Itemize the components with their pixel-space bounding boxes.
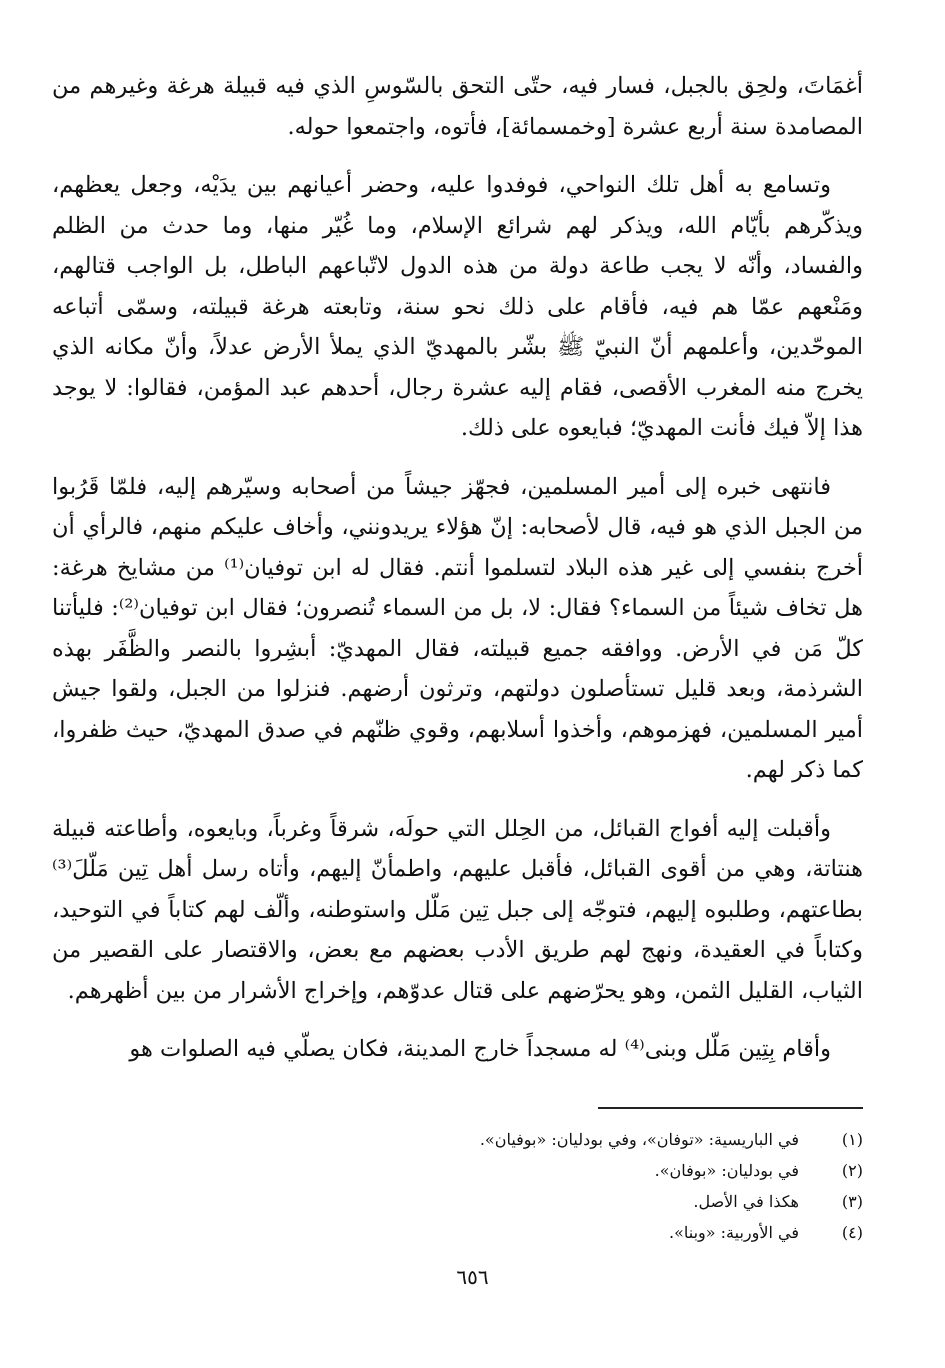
- footnote-4: [163, 1217, 863, 1248]
- footnote-number: (٤): [841, 1223, 863, 1242]
- footnote-number: (٣): [841, 1192, 863, 1211]
- footnote-separator: [598, 1107, 863, 1109]
- paragraph-5: وأقام بِتِين مَلّل وبنى⁽⁴⁾ له مسجداً خارج المدينة، فكان يصلّي فيه الصلوات هو: [129, 1036, 831, 1062]
- paragraph-1: أغمَاتَ، ولحِق بالجبل، فسار فيه، حتّى التحق بالسّوسِ الذي فيه قبيلة هرغة وغيرهم من المصامدة سنة أربع عشرة [وخمسمائة]، فأتوه، واجتمعوا حوله.: [52, 73, 863, 140]
- footnote-3: [163, 1186, 863, 1217]
- footnote-text: في الباريسية: «توفان»، وفي بودليان: «بوفيان».: [479, 1130, 799, 1149]
- footnote-text: في الأوربية: «وبنا».: [669, 1223, 799, 1242]
- paragraph-2: وتسامع به أهل تلك النواحي، فوفدوا عليه، وحضر أعيانهم بين يدَيْه، وجعل يعظهم، ويذكّرهم بأيّام الله، ويذكر لهم شرائع الإسلام، وما غُيّر منها، وما حدث من الظلم والفساد، وأنّه لا يجب طاعة دولة من هذه الدول لاتّباعهم الباطل، بل الواجب قتالهم، ومَنْعهم عمّا هم فيه، فأقام على ذلك نحو سنة، وتابعته هرغة قبيلته، وسمّى أتباعه الموحّدين، وأعلمهم أنّ النبيّ ﷺ بشّر بالمهديّ الذي يملأ الأرض عدلاً، وأنّ مكانه الذي يخرج منه المغرب الأقصى، فقام إليه عشرة رجال، أحدهم عبد المؤمن، فقالوا: لا يوجد هذا إلاّ فيك فأنت المهديّ؛ فبايعوه على ذلك.: [52, 172, 863, 441]
- footnote-text: هكذا في الأصل.: [693, 1192, 799, 1211]
- footnote-2: [163, 1155, 863, 1186]
- footnote-text: في بودليان: «بوفان».: [654, 1161, 799, 1180]
- footnotes: [163, 1124, 863, 1248]
- footnote-number: (١): [841, 1130, 863, 1149]
- footnote-number: (٢): [841, 1161, 863, 1180]
- footnote-1: [163, 1124, 863, 1155]
- paragraph-3: فانتهى خبره إلى أمير المسلمين، فجهّز جيشاً من أصحابه وسيّرهم إليه، فلمّا قَرُبوا من الجبل الذي هو فيه، قال لأصحابه: إنّ هؤلاء يريدونني، وأخاف عليكم منهم، فالرأي أن أخرج بنفسي إلى غير هذه البلاد لتسلموا أنتم. فقال له ابن توفيان⁽¹⁾ من مشايخ هرغة: هل تخاف شيئاً من السماء؟ فقال: لا، بل من السماء تُنصرون؛ فقال ابن توفيان⁽²⁾: فليأتنا كلّ مَن في الأرض. ووافقه جميع قبيلته، فقال المهديّ: أبشِروا بالنصر والظَّفَر بهذه الشرذمة، وبعد قليل تستأصلون دولتهم، وترثون أرضهم. فنزلوا من الجبل، ولقوا جيش أمير المسلمين، فهزموهم، وأخذوا أسلابهم، وقوي ظنّهم في صدق المهديّ، حيث ظفروا، كما ذكر لهم.: [52, 473, 863, 783]
- page-number: ٦٥٦: [456, 1265, 489, 1289]
- paragraph-4: وأقبلت إليه أفواج القبائل، من الحِلل التي حولَه، شرقاً وغرباً، وبايعوه، وأطاعته قبيلة هنتاتة، وهي من أقوى القبائل، فأقبل عليهم، واطمأنّ إليهم، وأتاه رسل أهل تِين مَلّلَ⁽³⁾ بطاعتهم، وطلبوه إليهم، فتوجّه إلى جبل تِين مَلّل واستوطنه، وألّف لهم كتاباً في التوحيد، وكتاباً في العقيدة، ونهج لهم طريق الأدب بعضهم مع بعض، والاقتصار على القصير من الثياب، القليل الثمن، وهو يحرّضهم على قتال عدوّهم، وإخراج الأشرار من بين أظهرهم.: [52, 815, 863, 1004]
